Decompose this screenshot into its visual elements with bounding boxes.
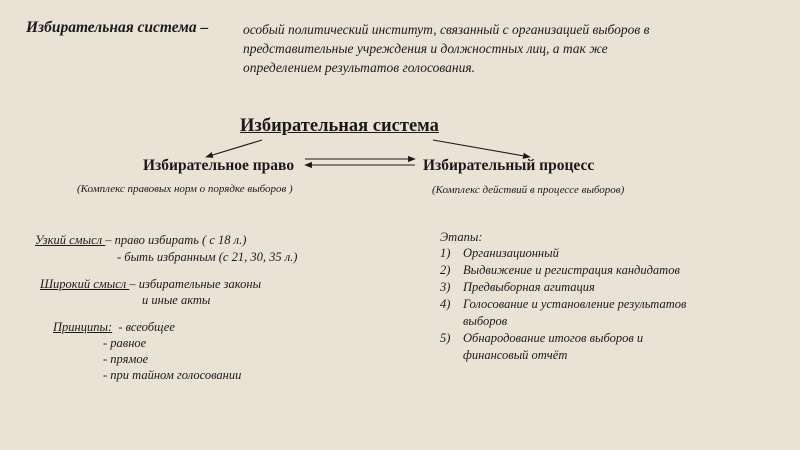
narrow-sense-text-1: – право избирать ( с 18 л.) [105,233,247,247]
left-heading: Избирательное право [143,157,295,174]
wide-sense-text-2: и иные акты [142,293,211,307]
principle-item-4: - при тайном голосовании [103,368,242,382]
definition-line-1: особый политический институт, связанный с организацией выборов в [243,22,650,37]
right-heading: Избирательный процесс [423,157,595,174]
narrow-sense-line [35,233,246,248]
arrow-to-right [433,140,530,157]
principles-label: Принципы: [53,320,113,334]
wide-sense-text-1: – избирательные законы [129,277,262,291]
stage-item: 5) Обнародование итогов выборов и финансовый отчёт [440,331,644,362]
stages-label: Этапы: [440,230,483,244]
definition-line-3: определением результатов голосования. [243,60,475,75]
stages-list [440,245,760,364]
arrow-to-left [206,140,262,157]
principle-item-1: - всеобщее [118,320,175,334]
principle-item-2: - равное [103,336,147,350]
narrow-sense-text-2: - быть избранным (с 21, 30, 35 л.) [117,250,298,264]
definition-line-2: представительные учреждения и должностных лиц, а так же [243,41,608,56]
stage-item: 4) Голосование и установление результатов выборов [440,297,687,328]
narrow-sense-label: Узкий смысл [35,233,106,247]
stage-item: 1) Организационный [440,246,559,260]
left-note: (Комплекс правовых норм о порядке выборов ) [77,183,293,195]
definition-term: Избирательная система – [26,19,209,36]
stage-item: 3) Предвыборная агитация [440,280,595,294]
wide-sense-label: Широкий смысл [40,277,130,291]
principles-line [53,320,175,335]
diagram-title: Избирательная система [240,116,439,136]
stage-item: 2) Выдвижение и регистрация кандидатов [440,263,680,277]
principle-item-3: - прямое [103,352,149,366]
wide-sense-line [40,277,261,292]
right-note: (Комплекс действий в процессе выборов) [432,184,625,196]
